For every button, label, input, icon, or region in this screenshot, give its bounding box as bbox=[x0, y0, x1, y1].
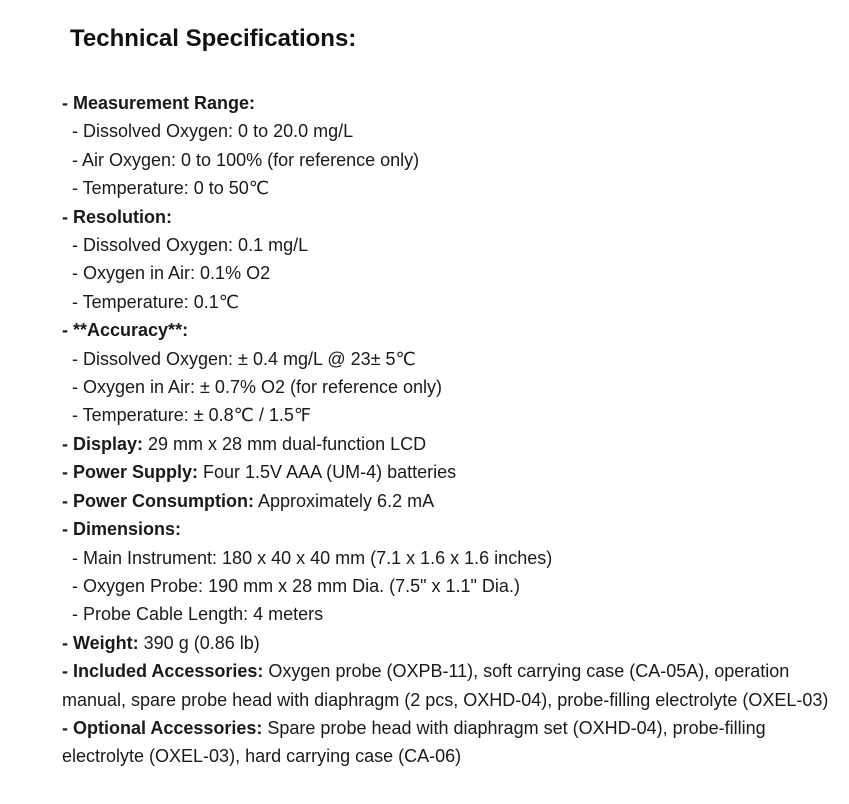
spec-label: - Included Accessories: bbox=[62, 661, 264, 682]
spec-value: Approximately 6.2 mA bbox=[254, 490, 435, 511]
spec-label: - Measurement Range: bbox=[62, 93, 256, 113]
spec-value: Four 1.5V AAA (UM-4) batteries bbox=[198, 462, 457, 483]
spec-item bbox=[62, 89, 829, 117]
spec-value: Oxygen probe (OXPB-11), soft carrying case (CA-05A), operation manual, spare probe head with diaphragm (2 pcs, OXHD-04), probe-filling electrolyte (OXEL-03) bbox=[62, 661, 829, 710]
spec-item bbox=[62, 458, 829, 486]
spec-sub-item: - Oxygen in Air: 0.1% O2 bbox=[72, 263, 271, 284]
spec-value: 390 g (0.86 lb) bbox=[138, 632, 260, 653]
spec-sub-item: - Temperature: ± 0.8℃ / 1.5℉ bbox=[72, 405, 311, 426]
spec-sub-item: - Dissolved Oxygen: 0 to 20.0 mg/L bbox=[72, 121, 354, 142]
spec-sub-item: - Main Instrument: 180 x 40 x 40 mm (7.1 x 1.6 x 1.6 inches) bbox=[72, 547, 553, 568]
spec-item bbox=[62, 629, 829, 657]
spec-item bbox=[62, 487, 829, 515]
spec-sub-item: - Probe Cable Length: 4 meters bbox=[72, 604, 324, 625]
spec-sub-item: - Dissolved Oxygen: ± 0.4 mg/L @ 23± 5℃ bbox=[72, 348, 416, 369]
spec-sub-item: - Dissolved Oxygen: 0.1 mg/L bbox=[72, 235, 309, 256]
spec-item bbox=[62, 430, 829, 458]
spec-item bbox=[62, 515, 829, 543]
spec-item bbox=[62, 714, 832, 771]
page-title: Technical Specifications: bbox=[70, 25, 357, 52]
spec-value: 29 mm x 28 mm dual-function LCD bbox=[143, 433, 427, 454]
spec-label: - Display: bbox=[62, 433, 144, 454]
spec-sub-item: - Temperature: 0.1℃ bbox=[72, 291, 239, 312]
spec-label: - Power Supply: bbox=[62, 462, 199, 483]
spec-sub-item: - Air Oxygen: 0 to 100% (for reference only) bbox=[72, 149, 420, 170]
spec-sub-item: - Oxygen in Air: ± 0.7% O2 (for reference only) bbox=[72, 377, 443, 398]
spec-label: - Resolution: bbox=[62, 206, 172, 227]
spec-value: Spare probe head with diaphragm set (OXHD-04), probe-filling electrolyte (OXEL-03), hard carrying case (CA-06) bbox=[62, 717, 766, 767]
spec-sub-item: - Temperature: 0 to 50℃ bbox=[72, 178, 269, 199]
spec-list bbox=[62, 89, 829, 771]
spec-label: - Optional Accessories: bbox=[62, 717, 263, 738]
spec-item bbox=[62, 657, 832, 714]
spec-label: - Power Consumption: bbox=[62, 490, 254, 511]
spec-label: - Weight: bbox=[62, 632, 139, 653]
spec-label: - **Accuracy**: bbox=[62, 320, 189, 341]
spec-item bbox=[62, 316, 829, 344]
spec-item bbox=[62, 203, 829, 231]
spec-sub-item: - Oxygen Probe: 190 mm x 28 mm Dia. (7.5" x 1.1" Dia.) bbox=[72, 575, 520, 596]
spec-label: - Dimensions: bbox=[62, 519, 182, 540]
